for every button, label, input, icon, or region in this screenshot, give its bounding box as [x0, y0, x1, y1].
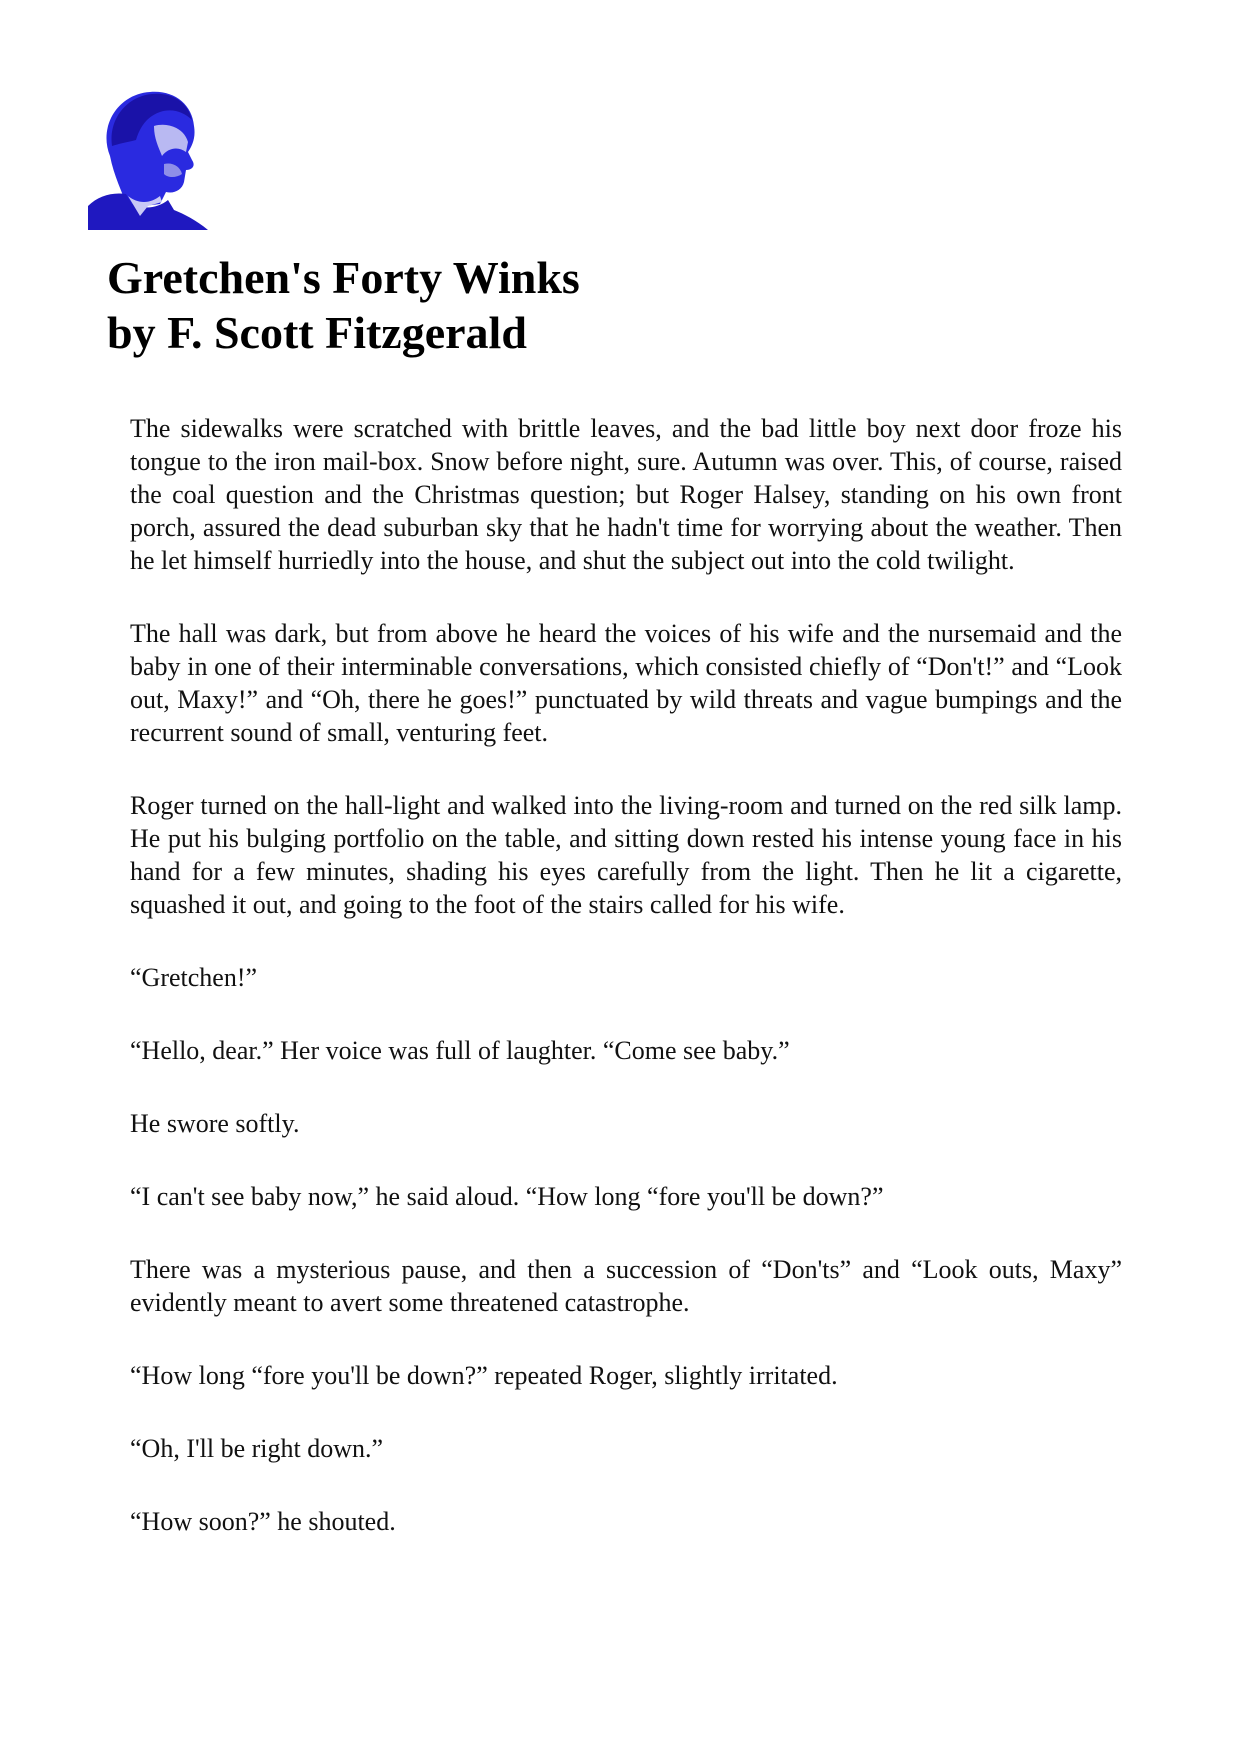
story-paragraph: Roger turned on the hall-light and walked into the living-room and turned on the red silk lamp. He put his bulging portfolio on the table, and sitting down rested his intense young face in his hand for a few minutes, shading his eyes carefully from the light. Then he lit a cigarette, squashed it out, and going to the foot of the stairs called for his wife.	[130, 791, 1122, 919]
story-paragraph: There was a mysterious pause, and then a succession of “Don'ts” and “Look outs, Maxy” evidently meant to avert some threatened catastrophe.	[130, 1255, 1122, 1317]
story-paragraph: “Oh, I'll be right down.”	[130, 1434, 384, 1463]
story-paragraph: The sidewalks were scratched with brittle leaves, and the bad little boy next door froze his tongue to the iron mail-box. Snow before night, sure. Autumn was over. This, of course, raised the coal question and the Christmas question; but Roger Halsey, standing on his own front porch, assured the dead suburban sky that he hadn't time for worrying about the weather. Then he let himself hurriedly into the house, and shut the subject out into the cold twilight.	[130, 414, 1122, 575]
story-paragraph: The hall was dark, but from above he heard the voices of his wife and the nursemaid and the baby in one of their interminable conversations, which consisted chiefly of “Don't!” and “Look out, Maxy!” and “Oh, there he goes!” punctuated by wild threats and vague bumpings and the recurrent sound of small, venturing feet.	[130, 619, 1122, 747]
author-portrait	[88, 86, 208, 230]
story-paragraph: “I can't see baby now,” he said aloud. “How long “fore you'll be down?”	[130, 1182, 884, 1211]
story-paragraph: “How long “fore you'll be down?” repeated Roger, slightly irritated.	[130, 1361, 838, 1390]
story-paragraph: “How soon?” he shouted.	[130, 1507, 396, 1536]
story-byline: by F. Scott Fitzgerald	[107, 307, 527, 358]
story-paragraph: “Gretchen!”	[130, 963, 258, 992]
story-title: Gretchen's Forty Winks	[107, 252, 580, 303]
story-paragraph: He swore softly.	[130, 1109, 300, 1138]
story-body	[130, 412, 1122, 1578]
document-title	[107, 250, 580, 360]
story-paragraph: “Hello, dear.” Her voice was full of laughter. “Come see baby.”	[130, 1036, 790, 1065]
